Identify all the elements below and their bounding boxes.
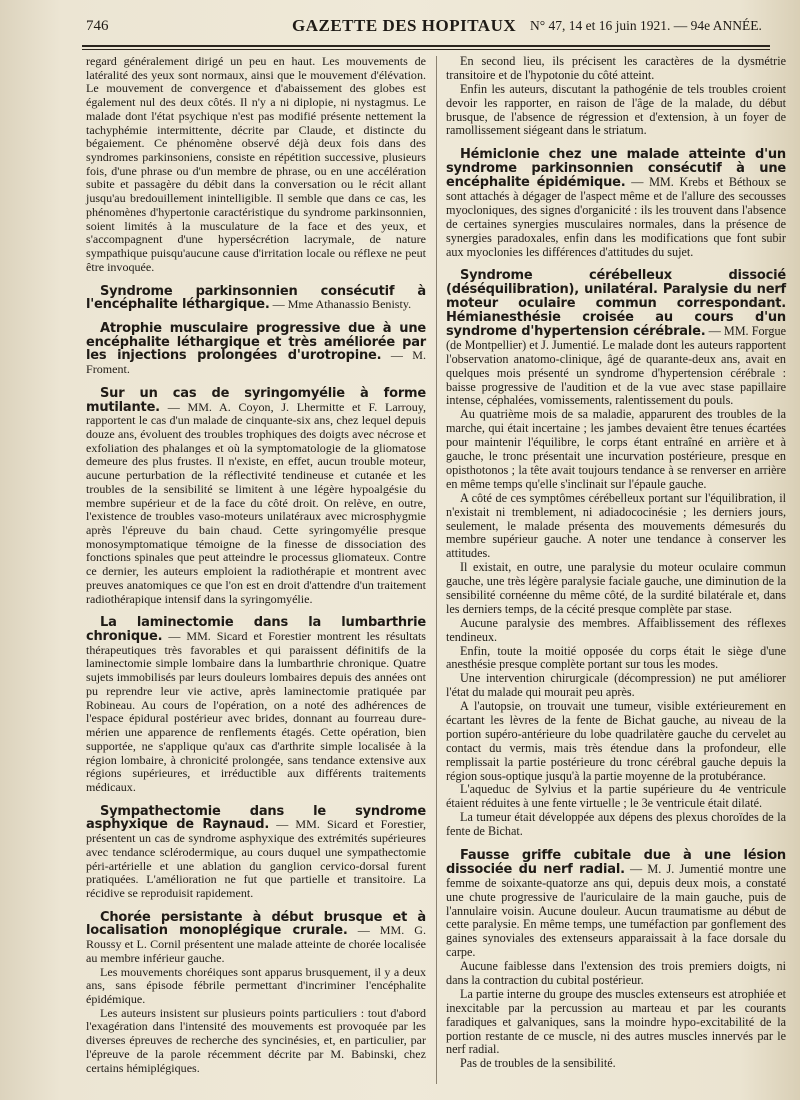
section-sympathectomie xyxy=(86,805,426,901)
section-body: — MM. G. Roussy et L. Cornil présentent une malade atteinte de chorée localisée au membre inférieur gauche. xyxy=(86,923,427,965)
section-title: Syndrome parkinsonnien consécutif à l'encéphalite léthargique. xyxy=(86,283,426,313)
paragraph: A côté de ces symptômes cérébelleux portant sur l'équilibration, il n'existait ni tremblement, ni adiadococinésie ; les derniers jours, seulement, le malade présenta des mouvements démesurés du membre supérieur gauche. A noter une tendance à conserver les attitudes. xyxy=(446,490,786,561)
paragraph: Pas de troubles de la sensibilité. xyxy=(460,1056,616,1071)
issue-info: N° 47, 14 et 16 juin 1921. — 94e ANNÉE. xyxy=(530,18,762,33)
header-rule xyxy=(82,45,770,47)
section-body: — MM. Sicard et Forestier montrent les résultats thérapeutiques très favorables et qui paraissent définitifs de la laminectomie simple lombaire dans la lumbarthrie chronique. Quatre sujets immobilisés par leurs douleurs lombaires depuis des années ont pu reprendre leur vie active, après laminectomie pratiquée par Robineau. Au cours de l'opération, on a noté des adhérences de l'espace épidural postérieur avec brides, donnant au fourreau dure-mérien une apparence de renflements étagés. Cette opération, bien supportée, ne s'applique qu'aux cas d'arthrite simple localisée à la région lombaire, à chronicité prolongée, sans tendance extensive aux régions supérieures, et irréductible aux différents traitements médicaux. xyxy=(86,629,426,794)
header-rule-thin xyxy=(82,49,770,50)
section-title: Syndrome cérébelleux dissocié (déséquilibration), unilatéral. Paralysie du nerf moteur oculaire commun correspondant. Hémianesthésie croisée au cours d'un syndrome d'hypertension cérébrale. xyxy=(446,268,786,340)
section-title: Sympathectomie dans le syndrome asphyxique de Raynaud. xyxy=(86,803,426,833)
section-fausse-griffe xyxy=(446,849,786,960)
section-title: Sur un cas de syringomyélie à forme mutilante. xyxy=(86,385,426,415)
page-number: 746 xyxy=(86,18,109,34)
section-title: Hémiclonie chez une malade atteinte d'un syndrome parkinsonnien consécutif à une encéphalite épidémique. xyxy=(446,147,786,191)
section-body: — M. J. Jumentié montre une femme de soixante-quatorze ans qui, depuis deux mois, a constaté une chute progressive de l'auriculaire de la main gauche, puis de l'annulaire voisin. Aucune douleur. Aucun traumatisme au début de cette paralysie. En même temps, une tuméfaction par gonflement des gaines synoviales des extenseurs apparaissait à la face dorsale du carpe. xyxy=(446,861,786,960)
paragraph: A l'autopsie, on trouvait une tumeur, visible extérieurement en écartant les lèvres de la fente de Bichat gauche, au niveau de la portion supéro-antérieure du lobe quadrilatère gauche du cervelet au contact du vermis, mais très étendue dans la profondeur, elle remplissait la partie postérieure du tronc cérébral gauche depuis la région sous-optique jusqu'à la partie moyenne de la protubérance. xyxy=(446,699,786,783)
section-atrophie xyxy=(86,322,426,377)
section-hemiclonie xyxy=(446,148,786,259)
paragraph: Les mouvements choréiques sont apparus brusquement, il y a deux ans, sans épisode fébrile permettant d'incriminer l'encéphalite épidémique. xyxy=(86,964,426,1006)
section-author: — Mme Athanassio Benisty. xyxy=(272,297,412,312)
paragraph: Une intervention chirurgicale (décompression) ne put améliorer l'état du malade qui mourait peu après. xyxy=(446,671,786,700)
section-body: — MM. Krebs et Béthoux se sont attachés à dégager de l'aspect même et de l'allure des secousses myocloniques, des signes d'organicité : ils les trouvent dans l'absence de certaines synergies musculaires normales, dans la présence de synergies paradoxales, enfin dans les modifications que font subir aux myoclonies les différences d'attitudes du sujet. xyxy=(446,175,787,259)
section-laminectomie xyxy=(86,616,426,794)
section-body: — MM. A. Coyon, J. Lhermitte et F. Larrouy, rapportent le cas d'un malade de cinquante-six ans, chez lequel depuis douze ans, évoluent des troubles trophiques des doigts avec nécrose et exfoliation des phalanges et où la symptomatologie de la gliomatose demeure des plus frustes. Il n'existe, en effet, aucun trouble moteur, aucune perturbation de la réflectivité tendineuse et cutanée et les troubles de la sensibilité se limitent à une légère hypoalgésie du membre supérieur et de la face du côté droit. On relève, en outre, l'existence de troubles vaso-moteurs unilatéraux avec microsphygmie après l'épreuve du bain chaud. Cette syringomyélie presque monosymptomatique témoigne de la finesse de dissociation des fonctions spinales que peut atteindre le processus gliomateux. Contre ce dernier, les auteurs emploient la radiothérapie et montrent avec preuves anatomiques ce que l'on est en droit d'attendre d'un traitement radiothérapique intensif dans la syringomyélie. xyxy=(86,399,426,606)
section-title: Fausse griffe cubitale due à une lésion dissociée du nerf radial. xyxy=(446,847,786,877)
section-title: La laminectomie dans la lumbarthrie chronique. xyxy=(86,615,426,645)
running-header xyxy=(60,8,790,40)
section-body: — MM. Sicard et Forestier, présentent un cas de syndrome asphyxique des extrémités supérieures avec tendance sclérodermique, au cours duquel une sympathectomie péri-artérielle et une ablation du ganglion cervico-dorsal furent pratiquées. L'amélioration ne fut que partielle et transitoire. La récidive se reproduisit rapidement. xyxy=(86,817,427,900)
paragraph: Enfin, toute la moitié opposée du corps était le siège d'une anesthésie presque complète portant sur tous les modes. xyxy=(446,643,786,672)
paragraph: Les auteurs insistent sur plusieurs points particuliers : tout d'abord l'exagération dans l'intensité des mouvements est provoquée par les diverses épreuves de recherche des syncinésies, et, en particulier, par l'épreuve de la parole récemment décrite par M. Babinski, chez certains hémiplégiques. xyxy=(86,1005,426,1075)
paragraph: La tumeur était développée aux dépens des plexus choroïdes de la fente de Bichat. xyxy=(446,810,786,839)
section-title: Atrophie musculaire progressive due à une encéphalite léthargique et très améliorée par les injections prolongées d'urotropine. xyxy=(86,320,426,364)
paragraph: Il existait, en outre, une paralysie du moteur oculaire commun gauche, une très légère paralysie faciale gauche, une diminution de la sensibilité cornéenne du même côté, de la surdité bilatérale et, dans les derniers temps, de la cécité presque complète par stase. xyxy=(446,560,786,616)
journal-title: GAZETTE DES HOPITAUX xyxy=(292,16,517,35)
section-syringomyelie xyxy=(86,387,426,607)
paragraph: En second lieu, ils précisent les caractères de la dysmétrie transitoire et de l'hypotonie du côté atteint. xyxy=(446,54,786,82)
section-parkinsonnien xyxy=(86,285,426,312)
continuation-paragraph: regard généralement dirigé un peu en haut. Les mouvements de latéralité des yeux sont normaux, ainsi que le mouvement d'élévation. Le mouvement de convergence et d'abaissement des globes est également nul des deux côtés. Il n'y a ni diplopie, ni nystagmus. Le malade dont l'état psychique n'est pas modifié présente nettement la tachyphémie intermittente, décrite par Claude, et distincte du bégaiement. Ce phénomène observé déjà deux fois dans des syndromes parkinsoniens, consiste en répétition successive, plusieurs fois, d'une phrase ou d'un membre de phrase, ou en une accélération subite et passagère du débit dans la conversation ou le récit allant jusqu'au bredouillement inintelligible. Il semble que dans ce cas, les phénomènes d'hypertonie caractéristique du syndrome parkinsonnien, soient limités à la musculature de la face et des yeux, et s'accompagnent d'une hypersécrétion lacrymale, de nature sympathique puisqu'aucune cause d'irritation locale ou réflexe ne peut être invoquée. xyxy=(86,54,426,274)
paragraph: Enfin les auteurs, discutant la pathogénie de tels troubles croient devoir les rapporter, en raison de l'âge de la malade, du début brusque, de l'absence de régression et d'extension, à un foyer de ramollissement siégeant dans le striatum. xyxy=(446,81,786,138)
section-title: Chorée persistante à début brusque et à localisation monoplégique crurale. xyxy=(86,909,426,939)
section-choree xyxy=(86,911,426,966)
section-syndrome-cerebelleux xyxy=(446,269,786,408)
left-column xyxy=(86,55,426,1075)
paragraph: Aucune faiblesse dans l'extension des trois premiers doigts, ni dans la contraction du cubital postérieur. xyxy=(446,959,786,987)
right-column xyxy=(446,55,786,1071)
paragraph: Au quatrième mois de sa maladie, apparurent des troubles de la marche, qui était incertaine ; les jambes devaient être tenues écartées pour maintenir l'équilibre, le corps étant entraîné en arrière et à gauche, le tronc présentait une incurvation postérieure, presque en opisthotonos ; la tête avait toujours tendance à se renverser en arrière en même temps qu'elle s'inclinait sur l'épaule gauche. xyxy=(446,407,786,491)
section-body: — MM. Forgue (de Montpellier) et J. Jumentié. Le malade dont les auteurs rapportent l'observation anatomo-clinique, âgé de quarante-deux ans, avait en quelques mois présenté un syndrome d'hypertension cérébrale : baisse progressive de l'audition et de la vue avec stase papillaire intense, céphalées, vomissements, ralentissement du pouls. xyxy=(446,324,786,408)
section-author: — M. Froment. xyxy=(86,348,426,377)
paragraph: Aucune paralysie des membres. Affaiblissement des réflexes tendineux. xyxy=(446,615,786,644)
column-divider xyxy=(436,56,437,1084)
paragraph: L'aqueduc de Sylvius et la partie supérieure du 4e ventricule étaient réduites à une fente virtuelle ; le 3e ventricule était dilaté. xyxy=(446,782,786,811)
paragraph: La partie interne du groupe des muscles extenseurs est atrophiée et inexcitable par la percussion au marteau et par les courants faradiques et galvaniques, sans la moindre hypo-excitabilité de la portion restante de ce muscle, ni des autres muscles innervés par le nerf radial. xyxy=(446,986,786,1057)
